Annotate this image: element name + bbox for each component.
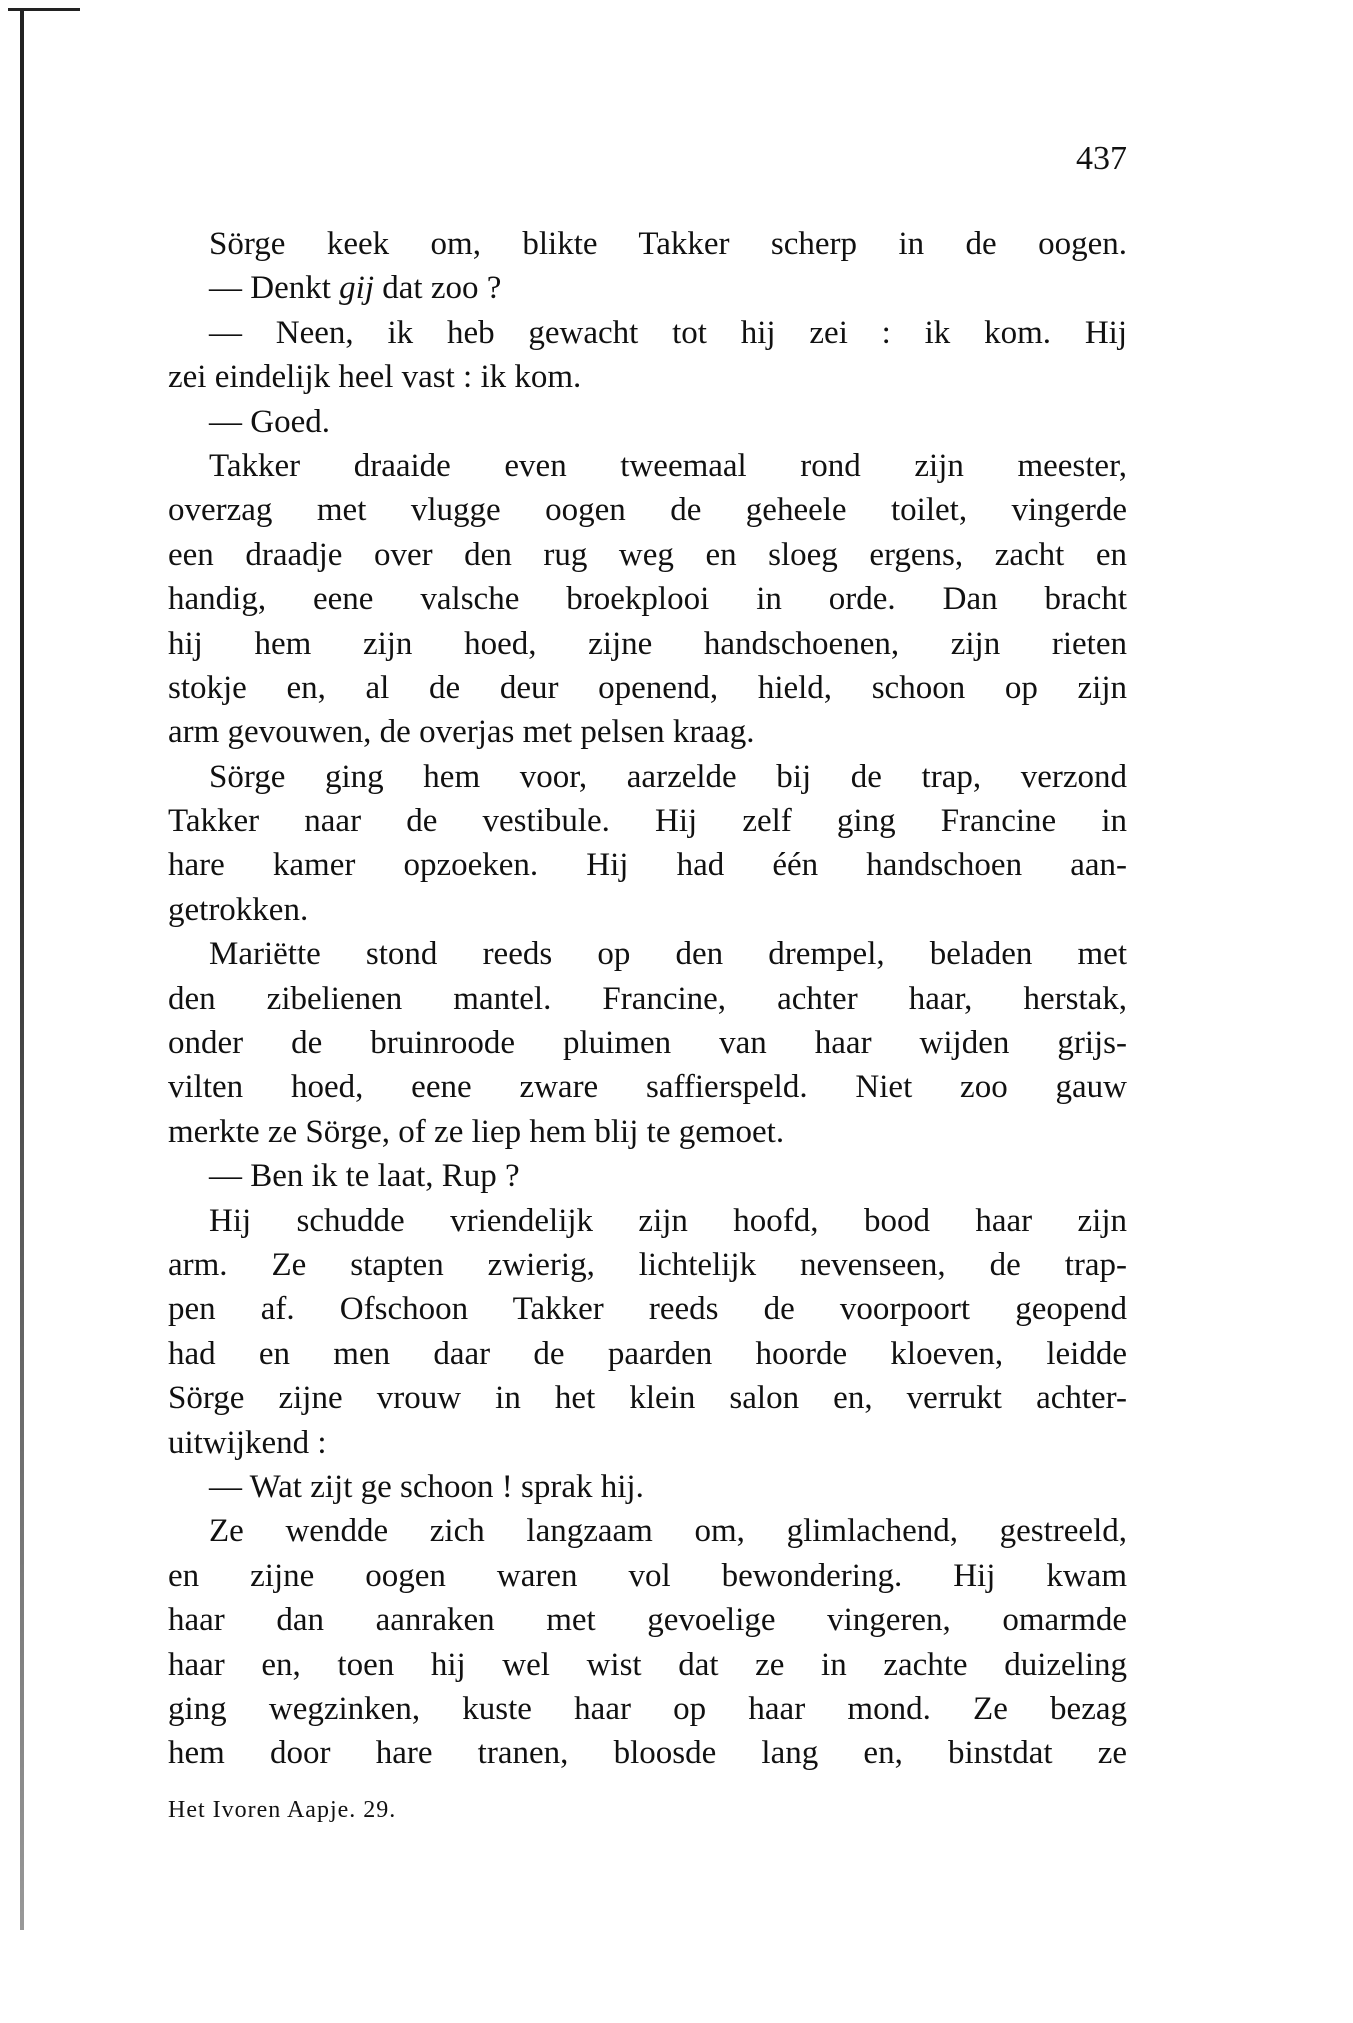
text-line: Mariëtte stond reeds op den drempel, beladen met bbox=[209, 936, 1127, 973]
text-line: hij hem zijn hoed, zijne handschoenen, zijn rieten bbox=[168, 625, 1127, 662]
text-line: arm. Ze stapten zwierig, lichtelijk nevenseen, de trap- bbox=[168, 1246, 1127, 1283]
text-line: getrokken. bbox=[168, 891, 309, 928]
page-number: 437 bbox=[1076, 140, 1127, 177]
text-line: zei eindelijk heel vast : ik kom. bbox=[168, 359, 582, 396]
text-line: Sörge ging hem voor, aarzelde bij de trap, verzond bbox=[209, 758, 1127, 795]
text-line: hem door hare tranen, bloosde lang en, binstdat ze bbox=[168, 1735, 1127, 1772]
text-line: uitwijkend : bbox=[168, 1424, 327, 1461]
signature-footer: Het Ivoren Aapje. 29. bbox=[168, 1797, 397, 1823]
text-span: — Denkt bbox=[209, 270, 340, 307]
text-line: vilten hoed, eene zware saffierspeld. Niet zoo gauw bbox=[168, 1069, 1127, 1106]
text-line: arm gevouwen, de overjas met pelsen kraag. bbox=[168, 714, 755, 751]
text-line: pen af. Ofschoon Takker reeds de voorpoort geopend bbox=[168, 1291, 1127, 1328]
text-span: dat zoo ? bbox=[374, 270, 502, 307]
text-line bbox=[168, 266, 1127, 310]
text-line: Takker naar de vestibule. Hij zelf ging Francine in bbox=[168, 803, 1127, 840]
emphasis: gij bbox=[339, 270, 374, 307]
text-line: haar dan aanraken met gevoelige vingeren, omarmde bbox=[168, 1602, 1127, 1639]
text-line: hare kamer opzoeken. Hij had één handschoen aan- bbox=[168, 847, 1127, 884]
text-line: — Ben ik te laat, Rup ? bbox=[209, 1158, 520, 1195]
text-line: — Neen, ik heb gewacht tot hij zei : ik kom. Hij bbox=[209, 314, 1127, 351]
text-line: handig, eene valsche broekplooi in orde. Dan bracht bbox=[168, 581, 1127, 618]
text-line: Sörge keek om, blikte Takker scherp in de oogen. bbox=[209, 226, 1127, 262]
text-line: een draadje over den rug weg en sloeg ergens, zacht en bbox=[168, 536, 1127, 573]
text-line: Ze wendde zich langzaam om, glimlachend, gestreeld, bbox=[209, 1513, 1127, 1550]
text-line: en zijne oogen waren vol bewondering. Hij kwam bbox=[168, 1557, 1127, 1594]
text-line: overzag met vlugge oogen de geheele toilet, vingerde bbox=[168, 492, 1127, 529]
text-line: den zibelienen mantel. Francine, achter haar, herstak, bbox=[168, 980, 1127, 1017]
text-line: stokje en, al de deur openend, hield, schoon op zijn bbox=[168, 669, 1127, 706]
page-edge-binding bbox=[20, 10, 24, 1930]
body-text bbox=[168, 222, 1127, 1776]
text-line: Takker draaide even tweemaal rond zijn meester, bbox=[209, 447, 1127, 484]
text-line: haar en, toen hij wel wist dat ze in zachte duizeling bbox=[168, 1646, 1127, 1683]
text-line: merkte ze Sörge, of ze liep hem blij te gemoet. bbox=[168, 1113, 785, 1150]
text-line: onder de bruinroode pluimen van haar wijden grijs- bbox=[168, 1025, 1127, 1062]
text-line: had en men daar de paarden hoorde kloeven, leidde bbox=[168, 1335, 1127, 1372]
text-line: — Wat zijt ge schoon ! sprak hij. bbox=[209, 1468, 644, 1505]
text-line: Sörge zijne vrouw in het klein salon en, verrukt achter- bbox=[168, 1380, 1127, 1417]
page-edge-top bbox=[8, 8, 80, 11]
text-line: — Goed. bbox=[209, 403, 330, 440]
text-line: Hij schudde vriendelijk zijn hoofd, bood haar zijn bbox=[209, 1202, 1127, 1239]
text-line: ging wegzinken, kuste haar op haar mond. Ze bezag bbox=[168, 1690, 1127, 1727]
